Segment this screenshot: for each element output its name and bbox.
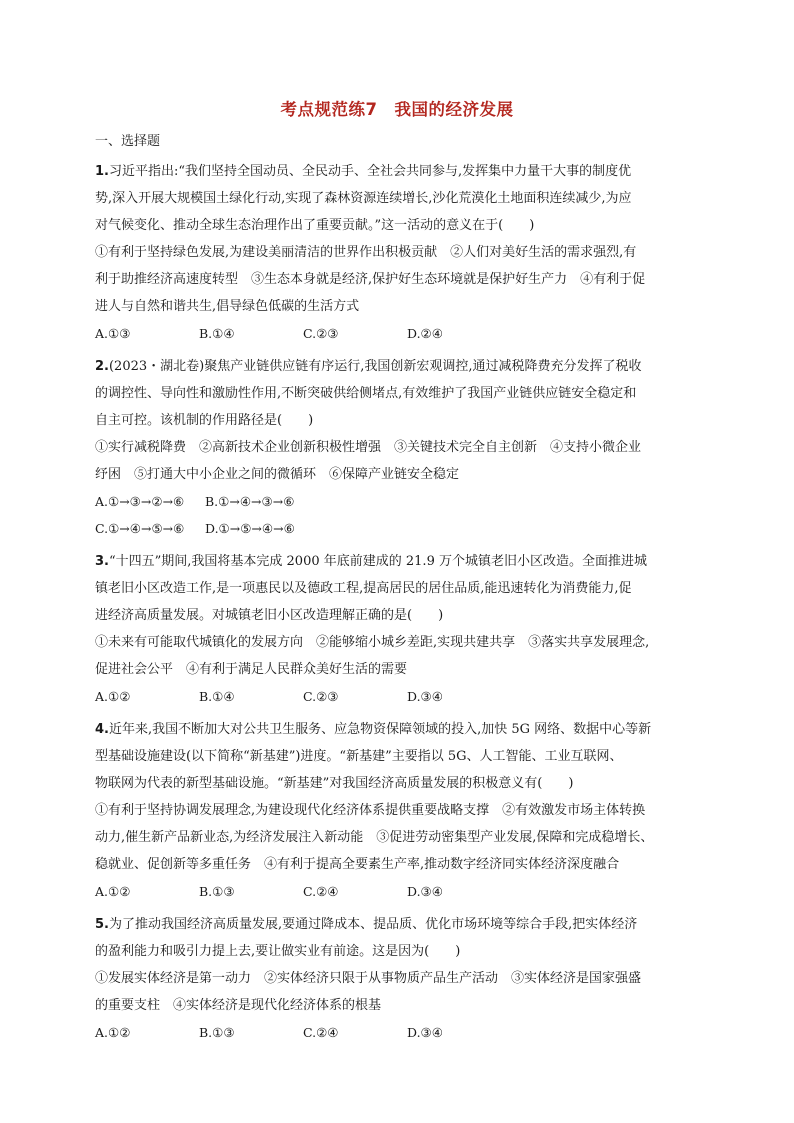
answer-options [95, 683, 705, 710]
question-text: 型基础设施建设(以下简称“新基建”)进度。“新基建”主要指以 5G、人工智能、工业互联网、 [95, 749, 623, 764]
question-number: 1. [95, 164, 109, 179]
question-text-line [95, 797, 705, 824]
question-text: 利于助推经济高速度转型 ③生态本身就是经济,保护好生态环境就是保护好生产力 ④有利于促 [95, 272, 646, 287]
question-text: 的盈利能力和吸引力提上去,要让做实业有前途。这是因为( ) [95, 944, 461, 959]
question-text-line [95, 992, 705, 1019]
answer-options [95, 1019, 705, 1046]
question-text-line [95, 743, 705, 770]
question-text-line [95, 911, 705, 938]
answer-option[interactable]: B.①③ [199, 884, 235, 899]
question-text-line [95, 380, 705, 407]
answer-option[interactable]: B.①③ [199, 1025, 235, 1040]
answer-option[interactable]: D.③④ [407, 1025, 443, 1040]
answer-option[interactable]: D.③④ [407, 689, 443, 704]
question-number: 5. [95, 917, 109, 932]
question-text-line [95, 293, 705, 320]
question-text: 促进社会公平 ④有利于满足人民群众美好生活的需要 [95, 662, 408, 677]
answer-options [95, 488, 705, 515]
question-text: 的调控性、导向性和激励性作用,不断突破供给侧堵点,有效维护了我国产业链供应链安全稳定和 [95, 386, 637, 401]
question-text-line [95, 407, 705, 434]
question-text: 物联网为代表的新型基础设施。“新基建”对我国经济高质量发展的积极意义有( ) [95, 776, 574, 791]
question-1 [95, 158, 705, 347]
question-text: ①实行减税降费 ②高新技术企业创新积极性增强 ③关键技术完全自主创新 ④支持小微企业 [95, 440, 642, 455]
question-text-line [95, 239, 705, 266]
question-number: 3. [95, 554, 109, 569]
answer-option[interactable]: B.①④ [199, 326, 235, 341]
answer-option[interactable]: D.①→⑤→④→⑥ [205, 521, 295, 536]
question-text-line [95, 461, 705, 488]
answer-option[interactable]: B.①④ [199, 689, 235, 704]
answer-option[interactable]: D.②④ [407, 326, 443, 341]
question-text-line [95, 158, 705, 185]
section-heading: 一、选择题 [95, 134, 161, 149]
page-title: 考点规范练7 我国的经济发展 [280, 100, 514, 119]
question-text: 稳就业、促创新等多重任务 ④有利于提高全要素生产率,推动数字经济同实体经济深度融合 [95, 857, 620, 872]
answer-option[interactable]: A.①② [95, 1025, 131, 1040]
answer-options [95, 515, 705, 542]
question-text: 自主可控。该机制的作用路径是( ) [95, 413, 314, 428]
question-text: (2023・湖北卷)聚焦产业链供应链有序运行,我国创新宏观调控,通过减税降费充分发挥了税收 [108, 359, 642, 374]
question-text-line [95, 770, 705, 797]
answer-option[interactable]: C.②④ [303, 1025, 339, 1040]
answer-option[interactable]: C.②④ [303, 884, 339, 899]
question-text-line [95, 938, 705, 965]
question-list [95, 132, 705, 1052]
question-text: 进人与自然和谐共生,倡导绿色低碳的生活方式 [95, 299, 360, 314]
question-text: ①未来有可能取代城镇化的发展方向 ②能够缩小城乡差距,实现共建共享 ③落实共享发展理念, [95, 635, 650, 650]
question-text: 镇老旧小区改造工作,是一项惠民以及德政工程,提高居民的居住品质,能迅速转化为消费能力,促 [95, 581, 632, 596]
question-text: 势,深入开展大规模国土绿化行动,实现了森林资源连续增长,沙化荒漠化土地面积连续减少,为应 [95, 191, 632, 206]
answer-options [95, 878, 705, 905]
question-text: 习近平指出:“我们坚持全国动员、全民动手、全社会共同参与,发挥集中力量干大事的制度优 [108, 164, 632, 179]
question-text: 近年来,我国不断加大对公共卫生服务、应急物资保障领域的投入,加快 5G 网络、数据中心等新 [108, 722, 652, 737]
question-text: ①发展实体经济是第一动力 ②实体经济只限于从事物质产品生产活动 ③实体经济是国家强盛 [95, 971, 642, 986]
answer-option[interactable]: A.①→③→②→⑥ [95, 494, 185, 509]
answer-option[interactable]: C.①→④→⑤→⑥ [95, 521, 185, 536]
answer-option[interactable]: A.①② [95, 884, 131, 899]
question-text-line [95, 851, 705, 878]
question-4 [95, 716, 705, 905]
answer-options [95, 320, 705, 347]
question-text-line [95, 656, 705, 683]
question-text: ①有利于坚持绿色发展,为建设美丽清洁的世界作出积极贡献 ②人们对美好生活的需求强烈,有 [95, 245, 637, 260]
question-number: 2. [95, 359, 109, 374]
question-text: 动力,催生新产品新业态,为经济发展注入新动能 ③促进劳动密集型产业发展,保障和完成稳增长、 [95, 830, 654, 845]
question-text: 对气候变化、推动全球生态治理作出了重要贡献。”这一活动的意义在于( ) [95, 218, 535, 233]
answer-option[interactable]: C.②③ [303, 326, 339, 341]
answer-option[interactable]: A.①③ [95, 326, 131, 341]
question-text-line [95, 434, 705, 461]
question-text-line [95, 212, 705, 239]
question-text-line [95, 716, 705, 743]
question-3 [95, 548, 705, 710]
question-text-line [95, 266, 705, 293]
answer-option[interactable]: D.③④ [407, 884, 443, 899]
question-text-line [95, 353, 705, 380]
question-text-line [95, 602, 705, 629]
question-text: “十四五”期间,我国将基本完成 2000 年底前建成的 21.9 万个城镇老旧小区改造。全面推进城 [108, 554, 647, 569]
question-2 [95, 353, 705, 542]
question-number: 4. [95, 722, 109, 737]
question-text-line [95, 629, 705, 656]
question-text-line [95, 185, 705, 212]
answer-option[interactable]: B.①→④→③→⑥ [205, 494, 295, 509]
question-text: 为了推动我国经济高质量发展,要通过降成本、提品质、优化市场环境等综合手段,把实体经济 [108, 917, 638, 932]
question-text: 纾困 ⑤打通大中小企业之间的微循环 ⑥保障产业链安全稳定 [95, 467, 460, 482]
answer-option[interactable]: C.②③ [303, 689, 339, 704]
question-text-line [95, 824, 705, 851]
question-text: ①有利于坚持协调发展理念,为建设现代化经济体系提供重要战略支撑 ②有效激发市场主体转换 [95, 803, 646, 818]
question-5 [95, 911, 705, 1046]
question-text: 的重要支柱 ④实体经济是现代化经济体系的根基 [95, 998, 382, 1013]
question-text-line [95, 965, 705, 992]
question-text: 进经济高质量发展。对城镇老旧小区改造理解正确的是( ) [95, 608, 444, 623]
answer-option[interactable]: A.①② [95, 689, 131, 704]
question-text-line [95, 575, 705, 602]
question-text-line [95, 548, 705, 575]
